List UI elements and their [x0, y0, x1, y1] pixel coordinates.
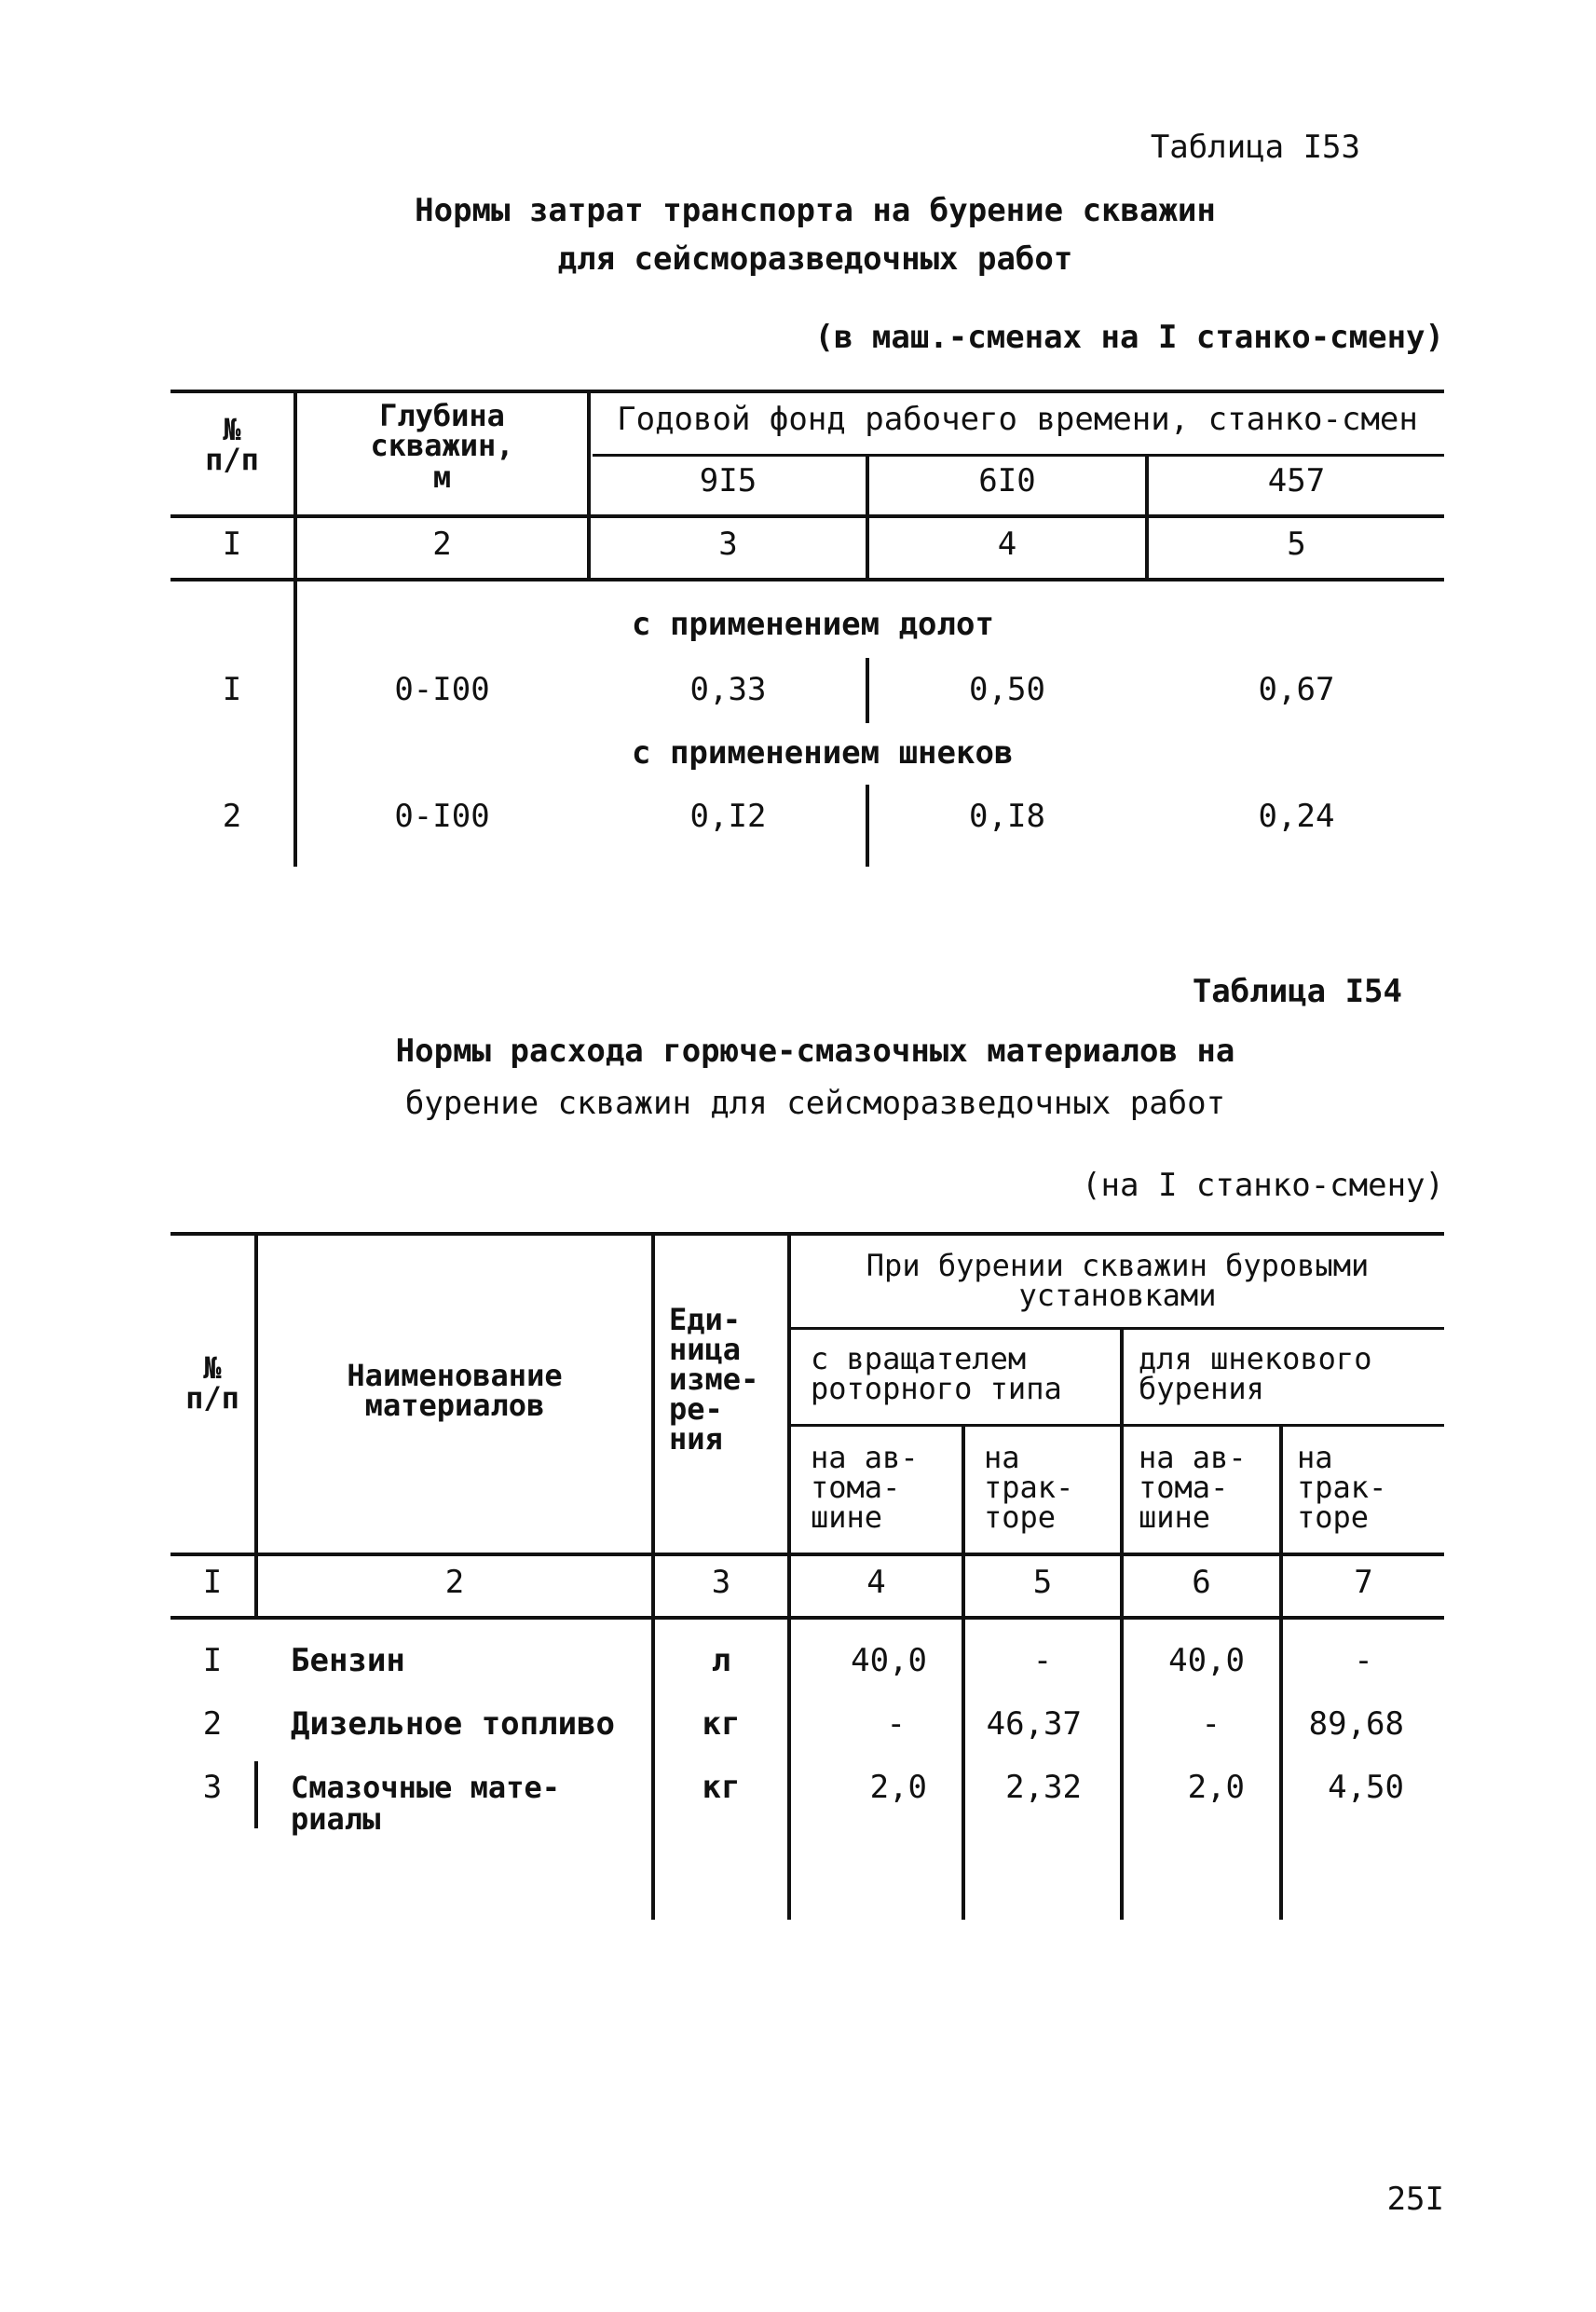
table-154-colnum-2: 2: [444, 1564, 465, 1601]
table-154-row1-c5: -: [1032, 1642, 1053, 1679]
table-154-header-c5-l1: на: [984, 1440, 1020, 1475]
table-154-header-num-l2: п/п: [185, 1380, 239, 1416]
table-153-section-augers: с применением шнеков: [632, 734, 1014, 772]
table-153-title-line2: для сейсморазведочных работ: [557, 240, 1073, 278]
table-154-header-drill-l1: При бурении скважин буровыми: [866, 1248, 1370, 1283]
table-154-header-auger-l1: для шнекового: [1139, 1341, 1372, 1376]
table-153-row1-915: 0,33: [689, 671, 767, 708]
table-153-section-bits: с применением долот: [632, 606, 994, 643]
table-153-header-fund-457: 457: [1267, 462, 1326, 499]
page-number: 25I: [1386, 2181, 1444, 2218]
table-154-rule-colnums: [171, 1616, 1444, 1620]
table-154-units: (на I станко-смену): [1082, 1167, 1444, 1204]
table-154-header-c7-l3: торе: [1297, 1499, 1370, 1535]
table-154-title-line1: Нормы расхода горюче-смазочных материалов на: [395, 1033, 1235, 1070]
table-153-colnum-1: I: [222, 526, 242, 563]
table-154-row3-name-l1: Смазочные мате-: [291, 1770, 560, 1805]
table-154-header-auger-l2: бурения: [1139, 1371, 1264, 1406]
table-153-header-depth-l1: Глубина: [379, 398, 505, 433]
table-153-row1-610: 0,50: [969, 671, 1045, 708]
table-153-rule-header-bottom: [171, 514, 1444, 518]
table-154-colnum-7: 7: [1354, 1564, 1373, 1601]
table-153-header-fund-915: 9I5: [699, 462, 757, 499]
table-154-header-unit-l5: ния: [669, 1421, 723, 1457]
table-154-header-c7-l2: трак-: [1297, 1470, 1387, 1505]
table-154-row3-c6: 2,0: [1187, 1769, 1245, 1806]
table-154-header-unit-l3: изме-: [669, 1361, 759, 1397]
table-154-header-name-l2: материалов: [364, 1388, 545, 1423]
table-153-header-fund-610: 6I0: [978, 462, 1036, 499]
table-153-row2-457: 0,24: [1258, 798, 1335, 835]
table-154-row1-c4: 40,0: [851, 1642, 927, 1679]
table-154-colnum-3: 3: [711, 1564, 731, 1601]
table-154-header-c6-l2: тома-: [1139, 1470, 1229, 1505]
table-153-header-num-l2: п/п: [205, 442, 259, 477]
table-154-row3-num: 3: [202, 1769, 223, 1806]
table-154-row1-unit: л: [711, 1642, 731, 1679]
table-154-row3-c4: 2,0: [869, 1769, 927, 1806]
table-154-row2-num: 2: [202, 1705, 223, 1743]
table-154-row1-name: Бензин: [291, 1642, 405, 1679]
table-154-header-rotor-l1: с вращателем: [811, 1341, 1027, 1376]
table-153-row2-915: 0,I2: [689, 798, 767, 835]
table-154-header-num-l1: №: [203, 1350, 222, 1386]
table-153-colnum-4: 4: [997, 526, 1017, 563]
table-154-header-c5-l2: трак-: [984, 1470, 1074, 1505]
table-154-row1-num: I: [202, 1642, 223, 1679]
table-154-title-line2: бурение скважин для сейсморазведочных работ: [404, 1085, 1226, 1122]
table-154-row2-unit: кг: [702, 1705, 741, 1743]
table-154-colnum-6: 6: [1192, 1564, 1211, 1601]
table-153-header-depth-l3: м: [432, 459, 452, 495]
table-154-colnum-4: 4: [866, 1564, 886, 1601]
table-153-units: (в маш.-сменах на I станко-смену): [814, 319, 1444, 356]
table-153-row2-610: 0,I8: [969, 798, 1045, 835]
table-153-colnum-3: 3: [718, 526, 738, 563]
table-154-header-rotor-l2: роторного типа: [811, 1371, 1062, 1406]
table-153-header-num-l1: №: [223, 412, 241, 447]
table-153-header-depth-l2: скважин,: [370, 428, 514, 463]
table-154-colnum-5: 5: [1032, 1564, 1053, 1601]
table-154-row2-name: Дизельное топливо: [291, 1705, 615, 1743]
table-154-header-c4-l2: тома-: [811, 1470, 901, 1505]
table-154-vline-5: [1120, 1329, 1124, 1920]
table-153-header-fund: Годовой фонд рабочего времени, станко-смен: [617, 401, 1418, 438]
table-153-row1-depth: 0-I00: [394, 671, 490, 708]
table-154-row2-c7: 89,68: [1308, 1705, 1404, 1743]
table-154-row2-c5: 46,37: [986, 1705, 1082, 1743]
table-154-header-c5-l3: торе: [984, 1499, 1057, 1535]
table-153-row2-depth: 0-I00: [394, 798, 490, 835]
table-154-row3-c7: 4,50: [1328, 1769, 1404, 1806]
table-154-row2-c4: -: [886, 1705, 906, 1743]
table-154-rule-header-bottom: [171, 1553, 1444, 1556]
table-154-vline-1: [254, 1234, 258, 1616]
table-154-header-unit-l2: ница: [669, 1332, 742, 1367]
table-153-rule-top: [171, 390, 1444, 393]
table-153-row2-num: 2: [222, 798, 242, 835]
table-153-number: Таблица I53: [1150, 129, 1360, 166]
table-154-colnum-1: I: [202, 1564, 223, 1601]
table-154-rule-top: [171, 1232, 1444, 1236]
table-154-row3-name-l2: риалы: [291, 1801, 381, 1837]
table-154-vline-1b: [254, 1761, 258, 1828]
table-154-row2-c6: -: [1201, 1705, 1221, 1743]
table-154-header-c7-l1: на: [1297, 1440, 1333, 1475]
table-153-rule-colnums: [171, 578, 1444, 581]
table-154-row3-unit: кг: [702, 1769, 741, 1806]
table-154-header-c6-l1: на ав-: [1139, 1440, 1247, 1475]
table-153-colnum-5: 5: [1287, 526, 1306, 563]
table-154-header-unit-l4: ре-: [669, 1391, 723, 1427]
table-154-header-c4-l1: на ав-: [811, 1440, 919, 1475]
table-154-row1-c6: 40,0: [1168, 1642, 1245, 1679]
table-154-rule-subtype: [791, 1424, 1444, 1427]
table-153-title-line1: Нормы затрат транспорта на бурение скважин: [415, 192, 1216, 229]
table-153-colnum-2: 2: [432, 526, 452, 563]
table-153-rule-fund: [593, 454, 1444, 457]
table-154-header-name-l1: Наименование: [347, 1358, 563, 1393]
table-154-rule-drill: [791, 1327, 1444, 1330]
table-154-header-c4-l3: шине: [811, 1499, 883, 1535]
table-153-row1-num: I: [222, 671, 242, 708]
table-154-header-unit-l1: Еди-: [669, 1302, 742, 1337]
table-154-header-c6-l3: шине: [1139, 1499, 1211, 1535]
table-153-row1-457: 0,67: [1258, 671, 1335, 708]
table-154-row3-c5: 2,32: [1005, 1769, 1082, 1806]
table-154-number: Таблица I54: [1192, 973, 1402, 1010]
table-154-row1-c7: -: [1354, 1642, 1373, 1679]
table-154-header-drill-l2: установками: [1018, 1278, 1217, 1313]
